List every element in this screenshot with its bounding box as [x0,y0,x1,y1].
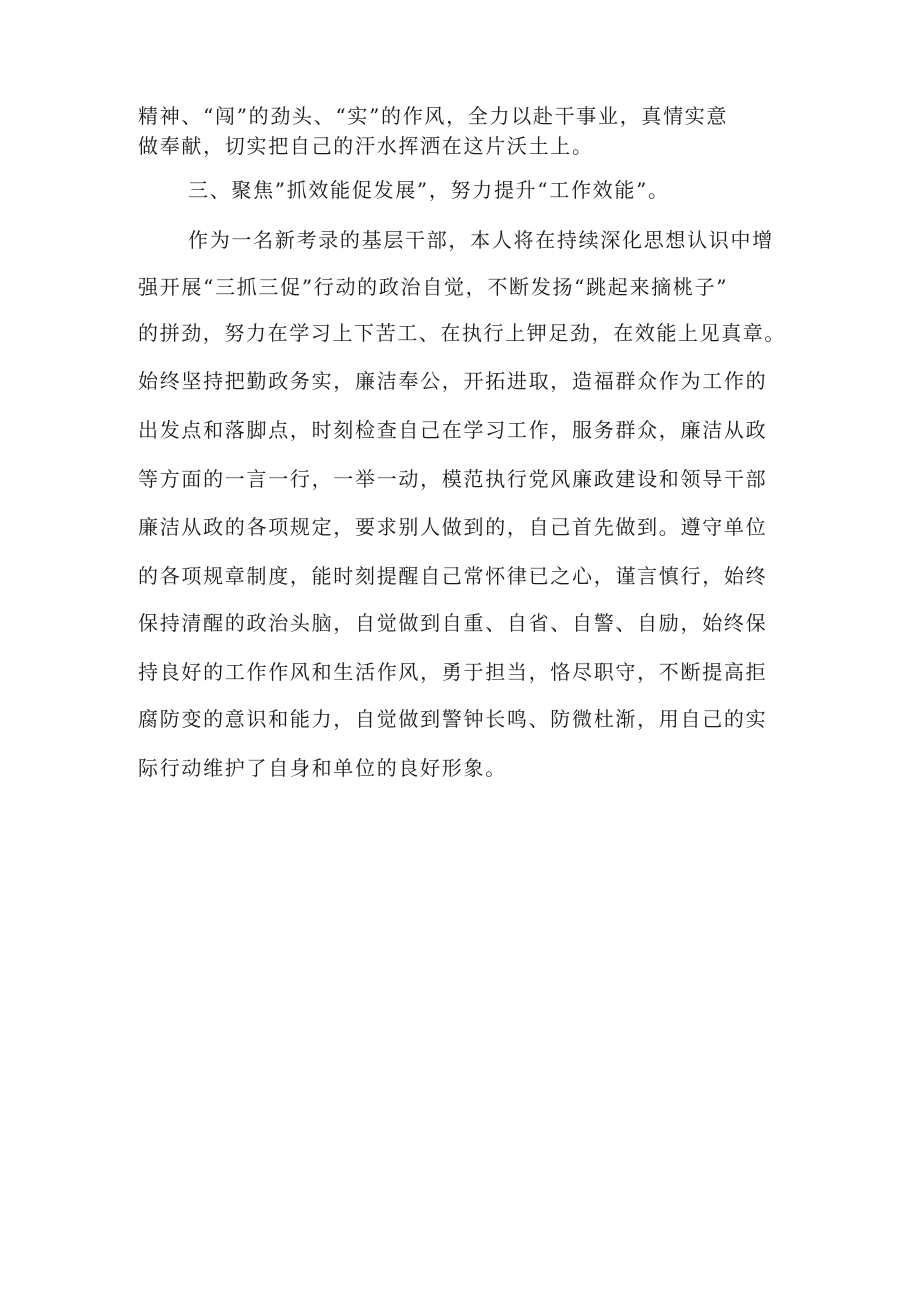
body-line-2: 强开展“三抓三促”行动的政治自觉，不断发扬“跳起来摘桃子” [138,275,729,299]
intro-line-1: 精神、“闯”的劲头、“实”的作风，全力以赴干事业，真情实意 [138,104,729,128]
body-line-8: 的各项规章制度，能时刻提醒自己常怀律已之心，谨言慎行，始终 [138,564,768,588]
body-line-6: 等方面的一言一行，一举一动，模范执行党风廉政建设和领导干部 [138,467,768,491]
body-line-1: 作为一名新考录的基层干部，本人将在持续深化思想认识中增 [188,228,774,252]
body-line-11: 腐防变的意识和能力，自觉做到警钟长鸣、防微杜渐，用自己的实 [138,707,768,731]
body-line-12: 际行动维护了自身和单位的良好形象。 [138,756,507,780]
body-line-4: 始终坚持把勤政务实，廉洁奉公，开拓进取，造福群众作为工作的 [138,369,768,393]
body-line-3: 的拼劲，努力在学习上下苦工、在执行上钾足劲，在效能上见真章。 [138,321,786,345]
body-line-5: 出发点和落脚点，时刻检查自己在学习工作，服务群众，廉洁从政 [138,418,768,442]
section-heading: 三、聚焦”抓效能促发展”，努力提升“工作效能”。 [188,178,670,202]
body-line-7: 廉洁从政的各项规定，要求别人做到的，自己首先做到。遵守单位 [138,515,768,539]
body-line-10: 持良好的工作作风和生活作风，勇于担当，恪尽职守，不断提高拒 [138,660,768,684]
intro-line-2: 做奉献，切实把自己的汗水挥洒在这片沃土上。 [138,134,594,158]
body-line-9: 保持清醒的政治头脑，自觉做到自重、自省、自警、自励，始终保 [138,611,768,635]
